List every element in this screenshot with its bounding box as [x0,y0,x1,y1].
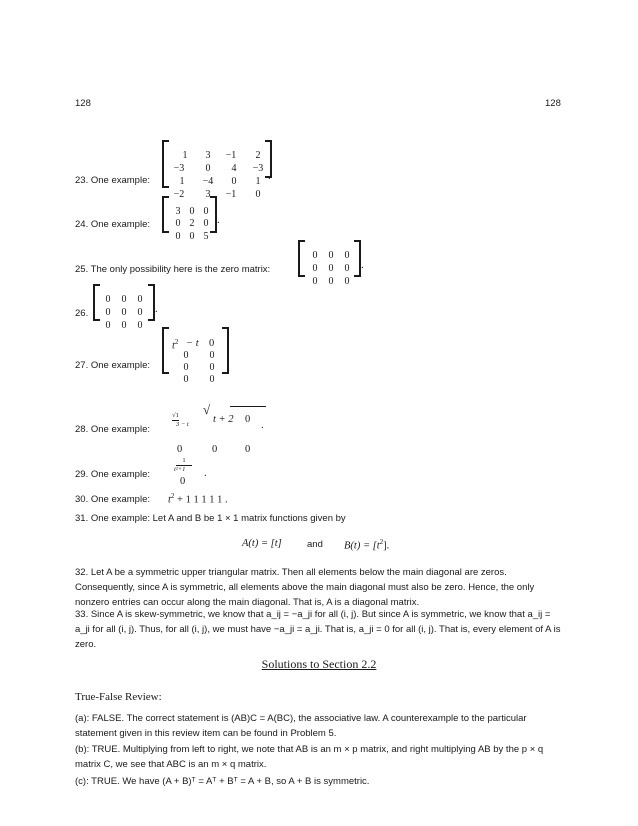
matrix-23-left-bracket [162,140,169,188]
item-31-eq-and: and [307,539,323,550]
item-29-frac-num: 1 [176,457,192,466]
item-28-zero: 0 [245,414,251,425]
item-28-row2-c1: 0 [177,444,183,455]
tf-item-c: (c): TRUE. We have (A + B)ᵀ = Aᵀ + Bᵀ = A + B, so A + B is symmetric. [75,776,370,787]
paragraph-32: 32. Let A be a symmetric upper triangular matrix. Then all elements below the main diagonal are zeros. Consequently, since A is symmetric, all elements above the main diagonal must also be zero. Hence, the only nonzero entries can occur along the main diagonal. That is, A is a diagonal matrix. [75,567,535,608]
matrix-27-r1-t: $t^2$ [172,338,179,352]
item-23-label: 23. One example: [75,175,150,186]
matrix-25-left-bracket [298,240,305,277]
item-27-end: . [227,357,230,368]
item-27-label: 27. One example: [75,360,150,371]
page-number-left: 128 [75,98,91,109]
item-28-sqrt-arg: t + 2 [213,414,234,425]
item-25-end: . [361,260,364,271]
tf-item-a: (a): FALSE. The correct statement is (AB)C = A(BC), the associative law. A counterexample to the particular statement given in this review item can be found in Problem 5. [75,713,527,739]
tf-item-b: (b): TRUE. Multiplying from left to right, we note that AB is an m × p matrix, and right multiplying AB by the p × q matrix C, we see that ABC is an m × q matrix. [75,744,544,770]
item-29-frac-den: t²+1 [174,466,186,473]
matrix-27-left-bracket [162,327,169,374]
item-28-row2-c2: 0 [212,444,218,455]
item-30-row: $t^2 + 1$ 1 1 1 1 . [168,492,228,506]
item-25-label: 25. The only possibility here is the zero matrix: [75,264,271,275]
item-28-sqrt-sign: √ [203,402,211,417]
item-29-below: 0 [180,476,186,487]
item-31-text: 31. One example: Let A and B be 1 × 1 matrix functions given by [75,513,346,524]
item-28-row2-c3: 0 [245,444,251,455]
paragraph-33: 33. Since A is skew-symmetric, we know that a_ij = −a_ji for all (i, j). But since A is symmetric, we know that a_ij = a_ji for all (i, j). Thus, for all (i, j), we must have −a_ji = a_ji. That is, a_ji = 0 for all (i, j). That is, every element of A is zero. [75,609,561,650]
true-false-heading: True-False Review: [75,691,162,703]
matrix-27-r1-c: 0 [209,338,215,349]
item-26-end: . [155,304,158,315]
item-23-end: . [268,171,271,182]
item-24-end: . [217,215,220,226]
section-heading: Solutions to Section 2.2 [261,657,377,671]
item-28-label: 28. One example: [75,424,150,435]
item-31-eq-b: $B(t) = [t^2]$. [344,538,390,552]
page-number-right: 128 [545,98,561,109]
item-28-frac-num: √1 [172,412,179,419]
item-30-label: 30. One example: [75,494,150,505]
item-26-label: 26. [75,308,89,319]
item-24-label: 24. One example: [75,219,150,230]
matrix-27-r1-minus-t: − t [186,338,199,349]
item-31-eq-a: A(t) = [t] [242,538,282,549]
item-28-sqrt-bar [230,406,266,407]
item-29-label: 29. One example: [75,469,150,480]
item-29-end: . [204,468,207,479]
item-28-end: . [261,420,264,431]
item-28-frac-den: 3 − t [176,421,189,428]
